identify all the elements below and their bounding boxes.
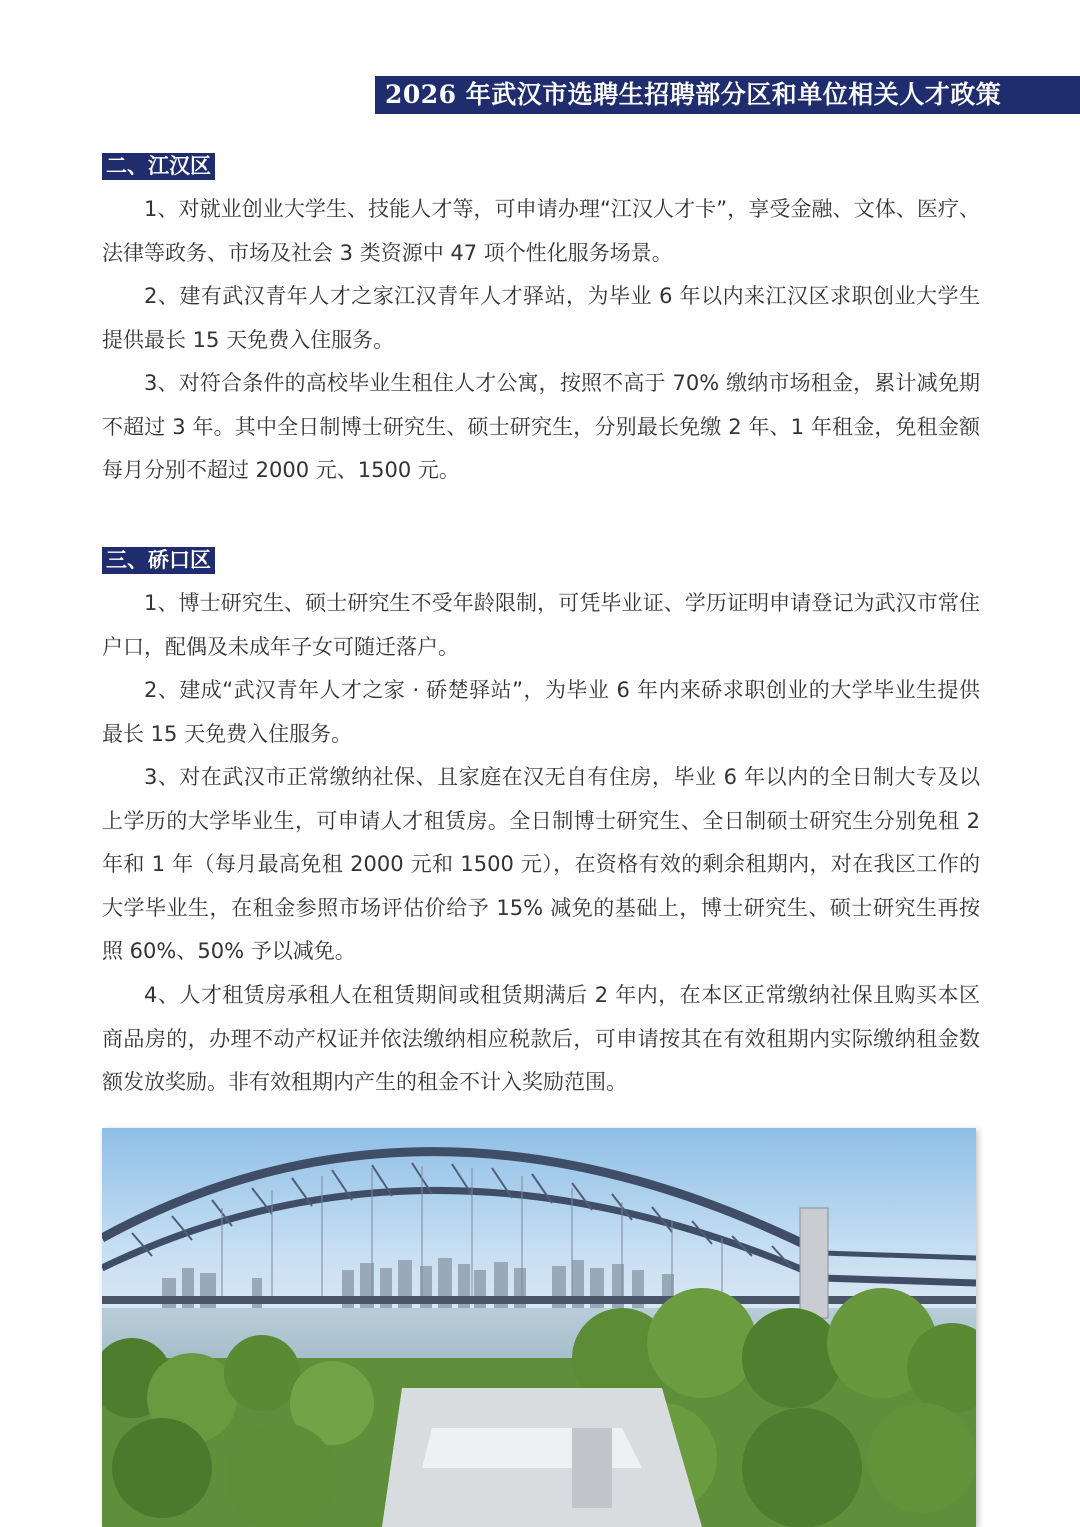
qiaokou-paragraph-3: 3、对在武汉市正常缴纳社保、且家庭在汉无自有住房，毕业 6 年以内的全日制大专及以上学历的大学毕业生，可申请人才租赁房。全日制博士研究生、全日制硕士研究生分别免租 2 年和 1 年（每月最高免租 2000 元和 1500 元），在资格有效的剩余租期内，对在我区工作的大学毕业生，在租金参照市场评估价给予 15% 减免的基础上，博士研究生、硕士研究生再按照 60%、50% 予以减免。 (102, 765, 980, 963)
qiaokou-paragraph-1: 1、博士研究生、硕士研究生不受年龄限制，可凭毕业证、学历证明申请登记为武汉市常住户口，配偶及未成年子女可随迁落户。 (102, 591, 980, 659)
page-title: 2026 年武汉市选聘生招聘部分区和单位相关人才政策 (375, 76, 1080, 114)
qiaokou-paragraph-2: 2、建成“武汉青年人才之家 · 硚楚驿站”，为毕业 6 年内来硚求职创业的大学毕业生提供最长 15 天免费入住服务。 (102, 678, 980, 746)
jianghan-paragraph-2: 2、建有武汉青年人才之家江汉青年人才驿站，为毕业 6 年以内来江汉区求职创业大学生提供最长 15 天免费入住服务。 (102, 284, 980, 352)
qiaokou-paragraph-4: 4、人才租赁房承租人在租赁期间或租赁期满后 2 年内，在本区正常缴纳社保且购买本区商品房的，办理不动产权证并依法缴纳相应税款后，可申请按其在有效租期内实际缴纳租金数额发放奖励。非有效租期内产生的租金不计入奖励范围。 (102, 983, 980, 1094)
section-heading-jianghan: 二、江汉区 (102, 153, 215, 180)
section-heading-qiaokou: 三、硚口区 (102, 547, 215, 574)
plaza (382, 1388, 702, 1527)
bridge-tower (800, 1208, 828, 1318)
jianghan-paragraph-3: 3、对符合条件的高校毕业生租住人才公寓，按照不高于 70% 缴纳市场租金，累计减免期不超过 3 年。其中全日制博士研究生、硕士研究生，分别最长免缴 2 年、1 年租金，免租金额每月分别不超过 2000 元、1500 元。 (102, 371, 980, 482)
jianghan-paragraph-1: 1、对就业创业大学生、技能人才等，可申请办理“江汉人才卡”，享受金融、文体、医疗、法律等政务、市场及社会 3 类资源中 47 项个性化服务场景。 (102, 197, 980, 265)
bridge-photo (102, 1128, 976, 1527)
